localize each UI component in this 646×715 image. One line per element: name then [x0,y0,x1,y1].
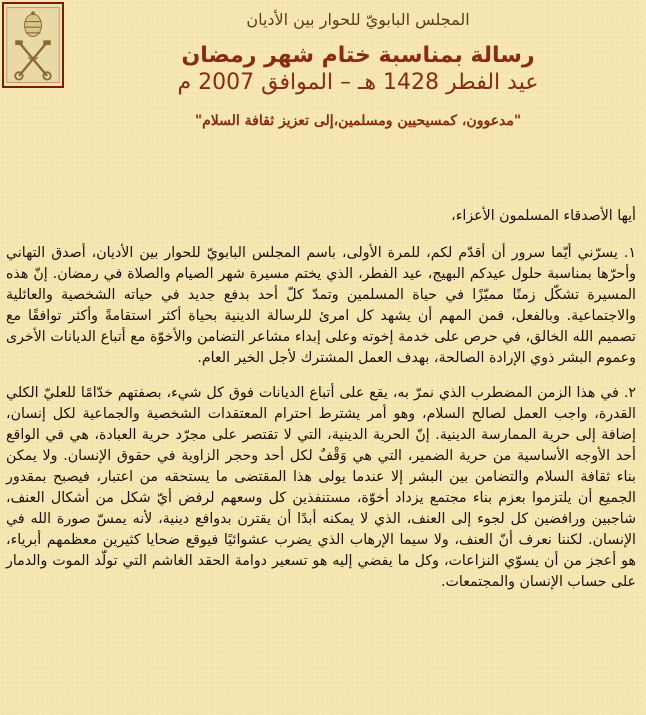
letter-greeting: أيها الأصدقاء المسلمون الأعزاء، [451,208,636,224]
message-date: عيد الفطر 1428 هـ – الموافق 2007 م [177,70,539,95]
letter-header [70,0,646,129]
council-name: المجلس البابويّ للحوار بين الأديان [246,10,470,29]
message-title: رسالة بمناسبة ختام شهر رمضان [181,43,535,68]
paragraph-2: ٢. في هذا الزمن المضطرب الذي نمرّ به، يقع على أتباع الديانات فوق كل شيء، بصفتهم خدّامًا للعليّ الكلي القدرة، واجب العمل لصالح السلام، وهو أمر يشترط احترام المعتقدات الشخصية والجماعية لكل إنسان، إضافة إلى حرية الممارسة الدينية. إنّ الحرية الدينية، التي لا تقتصر على مجرّد حرية العبادة، هي في الواقع أحد الأوجه الأساسية من حرية الضمير، التي هي وَقْفٌ لكل أحد وحجر الزاوية في حقوق الإنسان. ولا يمكن بناء ثقافة السلام والتضامن بين البشر إلا عندما يولى هذا المقتضى ما يستحقه من اعتبار، فيصبح بمقدور الجميع أن يلتزموا بعزم بناء مجتمع يزداد أخوّة، مستنفذين كل وسعهم لرفض أيّ شكل من أشكال العنف، شاجبين ورافضين كل لجوء إلى العنف، الذي لا يمكنه أبدًا أن يقترن بدوافع دينية، لأنه يمسّ صورة الله في الإنسان. لكننا نعرف أنّ العنف، ولا سيما الإرهاب الذي يضرب عشوائيًا فيوقع ضحايا كثيرين معظمهم أبرياء، هو أعجز من أن يسوّي النزاعات، وكل ما يفضي إليه هو تسعير دوامة الحقد الغاشم التي تولّد الموت والدمار على حساب الإنسان والمجتمعات. [6,385,636,590]
letter-body [6,206,636,607]
paragraph-1: ١. يسرّني أيّما سرور أن أقدّم لكم، للمرة الأولى، باسم المجلس البابويّ للحوار بين الأديان، أصدق التهاني وأحرّها بمناسبة حلول عيدكم البهيج، عيد الفطر، الذي يختم مسيرة شهر الصيام والصلاة في رمضان. إنّ هذه المسيرة تشكّل زمنًا مميّزًا في حياة المسلمين وتمدّ كلّ أحد بدفع جديد في حياته الشخصية والعائلية والاجتماعية. وبالفعل، فمن المهم أن يشهد كل امرئ للرسالة الدينية بحياة أكثر استقامةً وأكثر توافقًا مع تصميم الله الخالق، في حرص على خدمة إخوته وعلى إبداء مشاعر التضامن والأخوّة مع أتباع الديانات الأخرى وعموم البشر ذوي الإرادة الصالحة، بهدف العمل المشترك لأجل الخير العام. [6,245,636,366]
papal-emblem [2,2,64,88]
message-motto: "مدعوون، كمسيحيين ومسلمين،إلى تعزيز ثقافة السلام" [194,113,522,129]
papal-crossed-keys-icon [4,4,62,86]
